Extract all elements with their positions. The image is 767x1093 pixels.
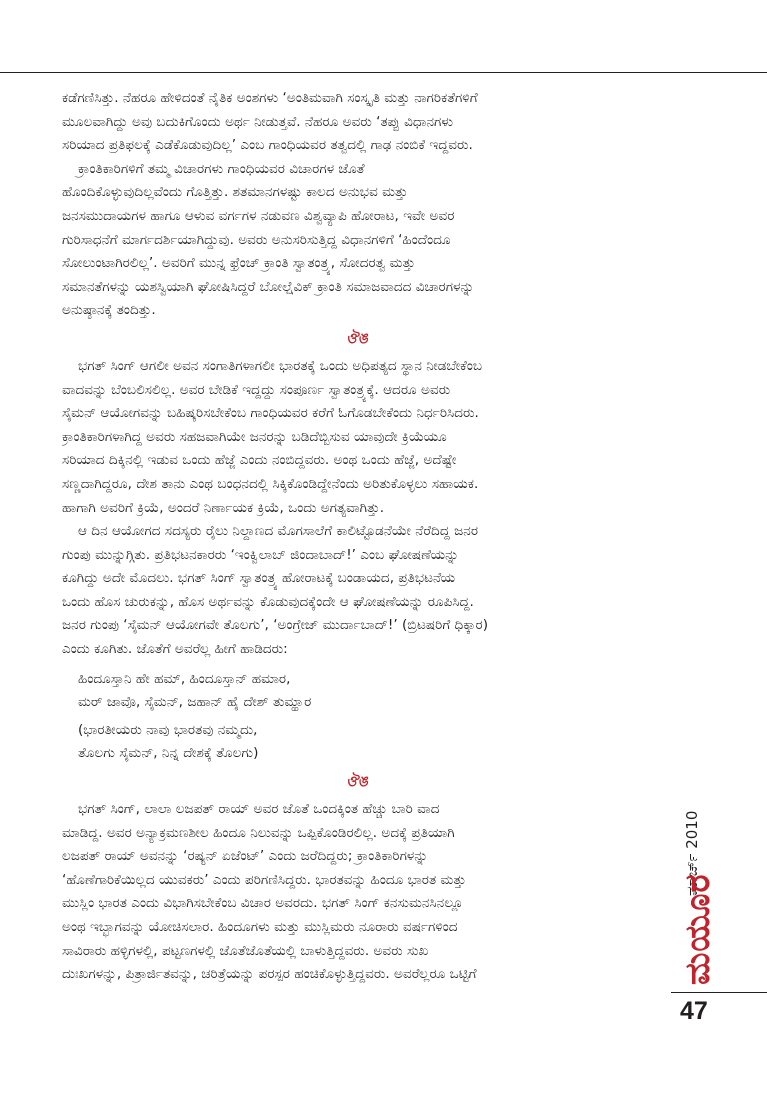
verse-line: ತೊಲಗು ಸೈಮನ್, ನಿನ್ನ ದೇಶಕ್ಕೆ ತೊಲಗು): [78, 745, 259, 762]
text-line: ಗುರಿಸಾಧನೆಗೆ ಮಾರ್ಗದರ್ಶಿಯಾಗಿದ್ದುವು. ಅವರು ಅನುಸರಿಸುತ್ತಿದ್ದ ವಿಧಾನಗಳಿಗೆ ‘ಹಿಂದೆಂದೂ: [62, 231, 451, 248]
paragraph: [62, 158, 652, 323]
page-number-rule: [671, 992, 767, 993]
paragraph: [62, 798, 652, 987]
section-separator: ঔঙ: [346, 330, 368, 347]
text-line: ಕೂಗಿದ್ದು ಅದೇ ಮೊದಲು. ಭಗತ್ ಸಿಂಗ್ ಸ್ವಾತಂತ್ರ್ಯ ಹೋರಾಟಕ್ಕೆ ಬಂಡಾಯದ, ಪ್ರತಿಭಟನೆಯ: [62, 570, 456, 587]
text-line: ಅಂಥ ಇಬ್ಭಾಗವನ್ನು ಯೋಚಿಸಲಾರ. ಹಿಂದೂಗಳು ಮತ್ತು ಮುಸ್ಲಿಮರು ನೂರಾರು ವರ್ಷಗಳಿಂದ: [62, 919, 458, 935]
header-rule: [0, 72, 767, 73]
text-line: ಆ ದಿನ ಆಯೋಗದ ಸದಸ್ಯರು ರೈಲು ನಿಲ್ದಾಣದ ಮೊಗಸಾಲೆಗೆ ಕಾಲಿಟ್ಟೊಡನೆಯೇ ನೆರೆದಿದ್ದ ಜನರ: [78, 523, 479, 540]
text-line: ಸಾವಿರಾರು ಹಳ್ಳಿಗಳಲ್ಲಿ, ಪಟ್ಟಣಗಳಲ್ಲಿ ಜೊತೆಜೊತೆಯಲ್ಲಿ ಬಾಳುತ್ತಿದ್ದವರು. ಅವರು ಸುಖ: [62, 942, 429, 959]
text-line: ಎಂದು ಕೂಗಿತು. ಜೊತೆಗೆ ಅವರೆಲ್ಲ ಹೀಗೆ ಹಾಡಿದರು:: [62, 641, 288, 658]
verse-line: ಹಿಂದೂಸ್ತಾನಿ ಹೇ ಹಮ್, ಹಿಂದೂಸ್ತಾನ್ ಹಮಾರ,: [78, 670, 291, 687]
text-line: ಭಗತ್ ಸಿಂಗ್, ಲಾಲಾ ಲಜಪತ್ ರಾಯ್ ಅವರ ಜೊತೆ ಒಂದಕ್ಕಿಂತ ಹೆಚ್ಚು ಬಾರಿ ವಾದ: [78, 801, 440, 818]
verse-block: [62, 668, 652, 766]
text-line: ಸರಿಯಾದ ಪ್ರತಿಫಲಕ್ಕೆ ಎಡೆಕೊಡುವುದಿಲ್ಲ’ ಎಂಬ ಗಾಂಧಿಯವರ ತತ್ವದಲ್ಲಿ ಗಾಢ ನಂಬಿಕೆ ಇದ್ದವರು.: [62, 137, 473, 154]
text-line: ಸೈಮನ್ ಆಯೋಗವನ್ನು ಬಹಿಷ್ಕರಿಸಬೇಕೆಂಬ ಗಾಂಧಿಯವರ ಕರೆಗೆ ಓಗೊಡಬೇಕೆಂದು ನಿರ್ಧರಿಸಿದರು.: [62, 405, 479, 422]
section-separator: ঔঙ: [346, 774, 368, 791]
verse-line: ಮರ್ ಜಾವೊ, ಸೈಮನ್, ಜಹಾನ್ ಹೈ ದೇಶ್ ತುಮ್ಹಾರ: [78, 694, 312, 711]
text-line: ಒಂದು ಹೊಸ ಚುರುಕನ್ನು, ಹೊಸ ಅರ್ಥವನ್ನು ಕೊಡುವುದಕ್ಕೆಂದೇ ಆ ಘೋಷಣೆಯನ್ನು ರೂಪಿಸಿದ್ದ.: [62, 593, 474, 610]
text-line: ದುಃಖಗಳನ್ನು, ಪಿತ್ರಾರ್ಜಿತವನ್ನು, ಚರಿತ್ರೆಯನ್ನು ಪರಸ್ಪರ ಹಂಚಿಕೊಳ್ಳುತ್ತಿದ್ದವರು. ಅವರೆಲ್ಲರೂ ಒಟ್ಟಿಗೆ: [62, 966, 477, 983]
text-line: ಜನಸಮುದಾಯಗಳ ಹಾಗೂ ಆಳುವ ವರ್ಗಗಳ ನಡುವಣ ವಿಶ್ವವ್ಯಾಪಿ ಹೋರಾಟ, ಇವೇ ಅವರ: [62, 207, 455, 224]
text-line: ಹೊಂದಿಕೊಳ್ಳುವುದಿಲ್ಲವೆಂದು ಗೊತ್ತಿತ್ತು. ಶತಮಾನಗಳಷ್ಟು ಕಾಲದ ಅನುಭವ ಮತ್ತು: [62, 184, 408, 201]
text-line: ಹಾಗಾಗಿ ಅವರಿಗೆ ಕ್ರಿಯೆ, ಅಂದರೆ ನಿರ್ಣಾಯಕ ಕ್ರಿಯೆ, ಒಂದು ಅಗತ್ಯವಾಗಿತ್ತು.: [62, 499, 385, 516]
paragraph: [62, 87, 652, 158]
verse-line: (ಭಾರತೀಯರು ನಾವು ಭಾರತವು ನಮ್ಮದು,: [78, 721, 258, 738]
text-line: ಸಣ್ಣದಾಗಿದ್ದರೂ, ದೇಶ ತಾನು ಎಂಥ ಬಂಧನದಲ್ಲಿ ಸಿಕ್ಕಿಕೊಂಡಿದ್ದೇನೆಂದು ಅರಿತುಕೊಳ್ಳಲು ಸಹಾಯಕ.: [62, 475, 479, 492]
page-number: 47: [680, 997, 708, 1025]
text-line: ಅನುಷ್ಠಾನಕ್ಕೆ ತಂದಿತ್ತು.: [62, 302, 156, 319]
text-line: ಸೋಲುಂಟಾಗಿರಲಿಲ್ಲ’. ಅವರಿಗೆ ಮುನ್ನ ಫ್ರೆಂಚ್ ಕ್ರಾಂತಿ ಸ್ವಾತಂತ್ರ್ಯ, ಸೋದರತ್ವ ಮತ್ತು: [62, 255, 416, 272]
text-line: ಸರಿಯಾದ ದಿಕ್ಕಿನಲ್ಲಿ ಇಡುವ ಒಂದು ಹೆಜ್ಜೆ ಎಂದು ನಂಬಿದ್ದವರು. ಅಂಥ ಒಂದು ಹೆಜ್ಜೆ, ಅದೆಷ್ಟೇ: [62, 452, 457, 469]
text-line: ಲಜಪತ್ ರಾಯ್ ಅವನನ್ನು ‘ರಷ್ಯನ್ ಏಜೆಂಟ್’ ಎಂದು ಜರೆದಿದ್ದರು; ಕ್ರಾಂತಿಕಾರಿಗಳನ್ನು: [62, 848, 429, 865]
text-line: ವಾದವನ್ನು ಬೆಂಬಲಿಸಲಿಲ್ಲ. ಅವರ ಬೇಡಿಕೆ ಇದ್ದದ್ದು ಸಂಪೂರ್ಣ ಸ್ವಾತಂತ್ರ್ಯಕ್ಕೆ. ಆದರೂ ಅವರು: [62, 381, 451, 398]
text-line: ಮೂಲವಾಗಿದ್ದು ಅವು ಬದುಕಿಗೊಂದು ಅರ್ಥ ನೀಡುತ್ತವೆ. ನೆಹರೂ ಅವರು ‘ತಪ್ಪು ವಿಧಾನಗಳು: [62, 113, 454, 130]
paragraph: [62, 520, 652, 662]
text-line: ಕಡೆಗಣಿಸಿತ್ತು. ನೆಹರೂ ಹೇಳಿದಂತೆ ನೈತಿಕ ಅಂಶಗಳು ‘ಅಂತಿಮವಾಗಿ ಸಂಸ್ಕೃತಿ ಮತ್ತು ನಾಗರಿಕತೆಗಳಿಗೆ: [62, 90, 478, 106]
text-line: ಕ್ರಾಂತಿಕಾರಿಗಳಿಗೆ ತಮ್ಮ ವಿಚಾರಗಳು ಗಾಂಧಿಯವರ ವಿಚಾರಗಳ ಜೊತೆ: [78, 160, 365, 177]
text-line: ಭಗತ್ ಸಿಂಗ್ ಆಗಲೀ ಅವನ ಸಂಗಾತಿಗಳಾಗಲೀ ಭಾರತಕ್ಕೆ ಒಂದು ಅಧಿಪತ್ಯದ ಸ್ಥಾನ ನೀಡಬೇಕೆಂಬ: [78, 357, 483, 374]
text-line: ಜನರ ಗುಂಪು ‘ಸೈಮನ್ ಆಯೋಗವೇ ತೊಲಗು’, ‘ಅಂಗ್ರೇಜ್ ಮುರ್ದಾಬಾದ್!’ (ಬ್ರಿಟಷರಿಗೆ ಧಿಕ್ಕಾರ): [62, 617, 489, 634]
magazine-title: ಮಯೂರ: [678, 873, 718, 985]
text-line: ಗುಂಪು ಮುನ್ನುಗ್ಗಿತು. ಪ್ರತಿಭಟನಕಾರರು ‘ಇಂಕ್ವಿಲಾಬ್ ಜಿಂದಾಬಾದ್!’ ಎಂಬ ಘೋಷಣೆಯನ್ನು: [62, 546, 459, 563]
text-line: ಮಾಡಿದ್ದ. ಅವರ ಅನ್ಯಾಕ್ರಮಣಶೀಲ ಹಿಂದೂ ನಿಲುವನ್ನು ಒಪ್ಪಿಕೊಂಡಿರಲಿಲ್ಲ. ಅದಕ್ಕೆ ಪ್ರತಿಯಾಗಿ: [62, 824, 455, 841]
text-line: ಮುಸ್ಲಿಂ ಭಾರತ ಎಂದು ವಿಭಾಗಿಸಬೇಕೆಂಬ ವಿಚಾರ ಅವರದು. ಭಗತ್ ಸಿಂಗ್ ಕನಸುಮನಸಿನಲ್ಲೂ: [62, 895, 464, 912]
text-line: ಸಮಾನತೆಗಳನ್ನು ಯಶಸ್ವಿಯಾಗಿ ಘೋಷಿಸಿದ್ದರೆ ಬೋಲ್ಷೆವಿಕ್ ಕ್ರಾಂತಿ ಸಮಾಜವಾದದ ವಿಚಾರಗಳನ್ನು: [62, 278, 475, 295]
issue-date: ಮಾರ್ಚ್ 2010: [683, 810, 701, 896]
text-line: ‘ಹೊಣೆಗಾರಿಕೆಯಿಲ್ಲದ ಯುವಕರು’ ಎಂದು ಪರಿಗಣಿಸಿದ್ದರು. ಭಾರತವನ್ನು ಹಿಂದೂ ಭಾರತ ಮತ್ತು: [62, 871, 467, 888]
article-body: [62, 87, 652, 987]
paragraph: [62, 355, 652, 520]
text-line: ಕ್ರಾಂತಿಕಾರಿಗಳಾಗಿದ್ದ ಅವರು ಸಹಜವಾಗಿಯೇ ಜನರನ್ನು ಬಡಿದೆಬ್ಬಿಸುವ ಯಾವುದೇ ಕ್ರಿಯೆಯೂ: [62, 428, 447, 445]
